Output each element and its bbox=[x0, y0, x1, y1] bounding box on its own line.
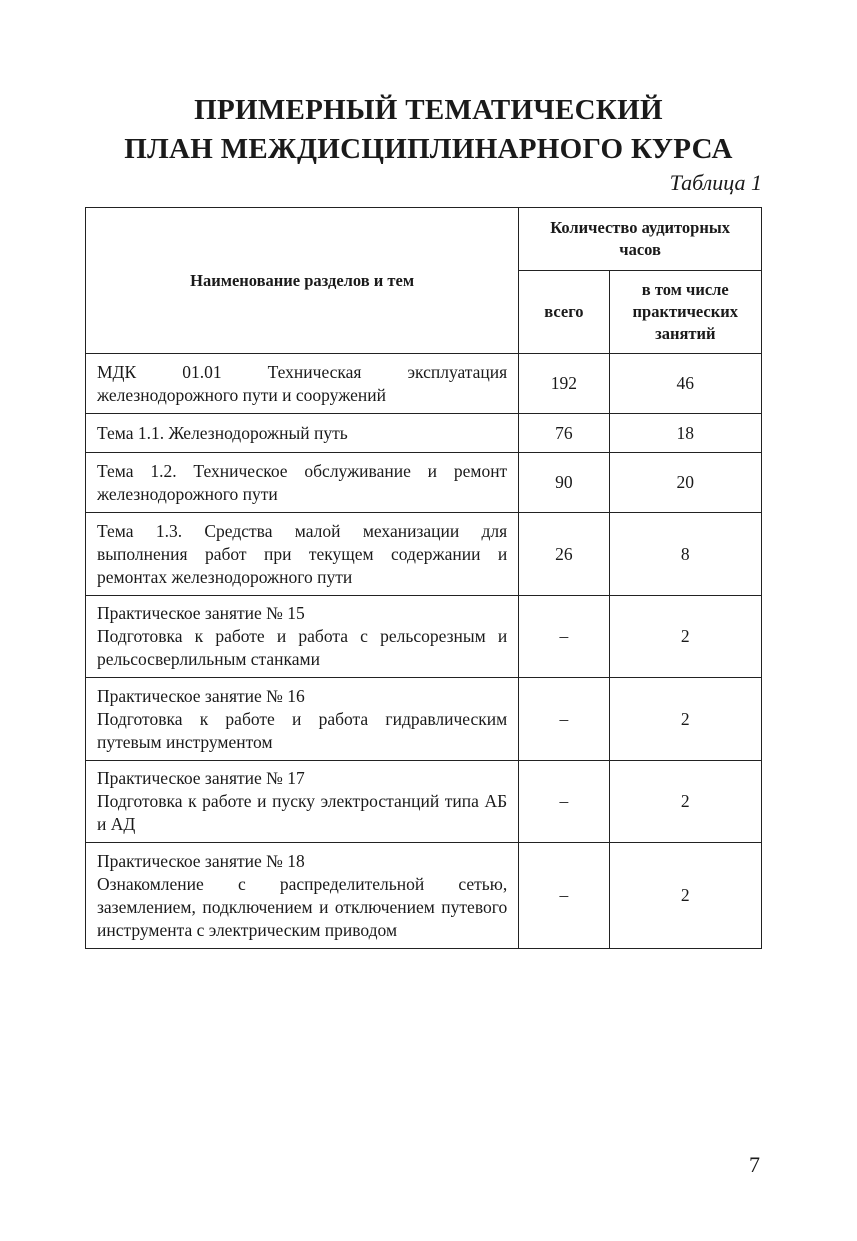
row-total: – bbox=[519, 678, 609, 761]
row-name-text: Тема 1.3. Средства малой механизации для выполнения работ при текущем содержании и ремонтах железнодорожного пути bbox=[97, 520, 508, 587]
table-row bbox=[86, 761, 762, 843]
row-total: 26 bbox=[519, 513, 609, 596]
table-row bbox=[86, 596, 762, 678]
row-name-text: Подготовка к работе и пуску электростанций типа АБ и АД bbox=[97, 791, 508, 834]
header-hours-group: Количество аудиторных часов bbox=[519, 208, 762, 271]
table-row bbox=[86, 354, 762, 414]
row-practical: 2 bbox=[609, 761, 761, 843]
row-name-text: Тема 1.2. Техническое обслуживание и ремонт железнодорожного пути bbox=[97, 460, 508, 504]
table-row bbox=[86, 678, 762, 761]
row-practical: 2 bbox=[609, 843, 761, 949]
row-practical: 18 bbox=[609, 414, 761, 453]
row-name bbox=[86, 843, 519, 949]
row-name bbox=[86, 678, 519, 761]
row-name-text: Тема 1.1. Железнодорожный путь bbox=[97, 422, 348, 443]
row-name bbox=[86, 414, 519, 453]
row-name bbox=[86, 354, 519, 414]
page-title-line-1: ПРИМЕРНЫЙ ТЕМАТИЧЕСКИЙ bbox=[194, 94, 663, 126]
table-row bbox=[86, 414, 762, 453]
table-row bbox=[86, 843, 762, 949]
row-total: – bbox=[519, 843, 609, 949]
row-name-text: Подготовка к работе и работа с рельсорезным и рельсосверлильным станками bbox=[97, 626, 508, 669]
header-total: всего bbox=[519, 271, 609, 354]
practical-lesson-title: Практическое занятие № 15 bbox=[97, 603, 305, 623]
row-name-text: Подготовка к работе и работа гидравлическим путевым инструментом bbox=[97, 708, 508, 752]
row-name-text: Ознакомление с распределительной сетью, заземлением, подключением и отключением путевого инструмента с электрическим приводом bbox=[97, 873, 508, 940]
row-name bbox=[86, 453, 519, 513]
table-row bbox=[86, 513, 762, 596]
row-total: 192 bbox=[519, 354, 609, 414]
row-name bbox=[86, 596, 519, 678]
page-title-line-2: ПЛАН МЕЖДИСЦИПЛИНАРНОГО КУРСА bbox=[124, 133, 733, 165]
practical-lesson-title: Практическое занятие № 18 bbox=[97, 850, 305, 871]
practical-lesson-title: Практическое занятие № 17 bbox=[97, 768, 305, 788]
row-total: 76 bbox=[519, 414, 609, 453]
row-practical: 46 bbox=[609, 354, 761, 414]
page-number: 7 bbox=[749, 1152, 760, 1177]
table-row bbox=[86, 453, 762, 513]
row-practical: 8 bbox=[609, 513, 761, 596]
row-total: – bbox=[519, 761, 609, 843]
thematic-plan-table bbox=[85, 207, 762, 949]
practical-lesson-title: Практическое занятие № 16 bbox=[97, 685, 305, 706]
header-name: Наименование разделов и тем bbox=[86, 208, 519, 354]
row-name-text: МДК 01.01 Техническая эксплуатация железнодорожного пути и сооружений bbox=[97, 361, 508, 405]
row-name bbox=[86, 513, 519, 596]
row-practical: 2 bbox=[609, 678, 761, 761]
row-practical: 20 bbox=[609, 453, 761, 513]
header-practical: в том числе практических занятий bbox=[609, 271, 761, 354]
row-name bbox=[86, 761, 519, 843]
row-total: 90 bbox=[519, 453, 609, 513]
row-practical: 2 bbox=[609, 596, 761, 678]
row-total: – bbox=[519, 596, 609, 678]
table-caption: Таблица 1 bbox=[669, 170, 762, 195]
